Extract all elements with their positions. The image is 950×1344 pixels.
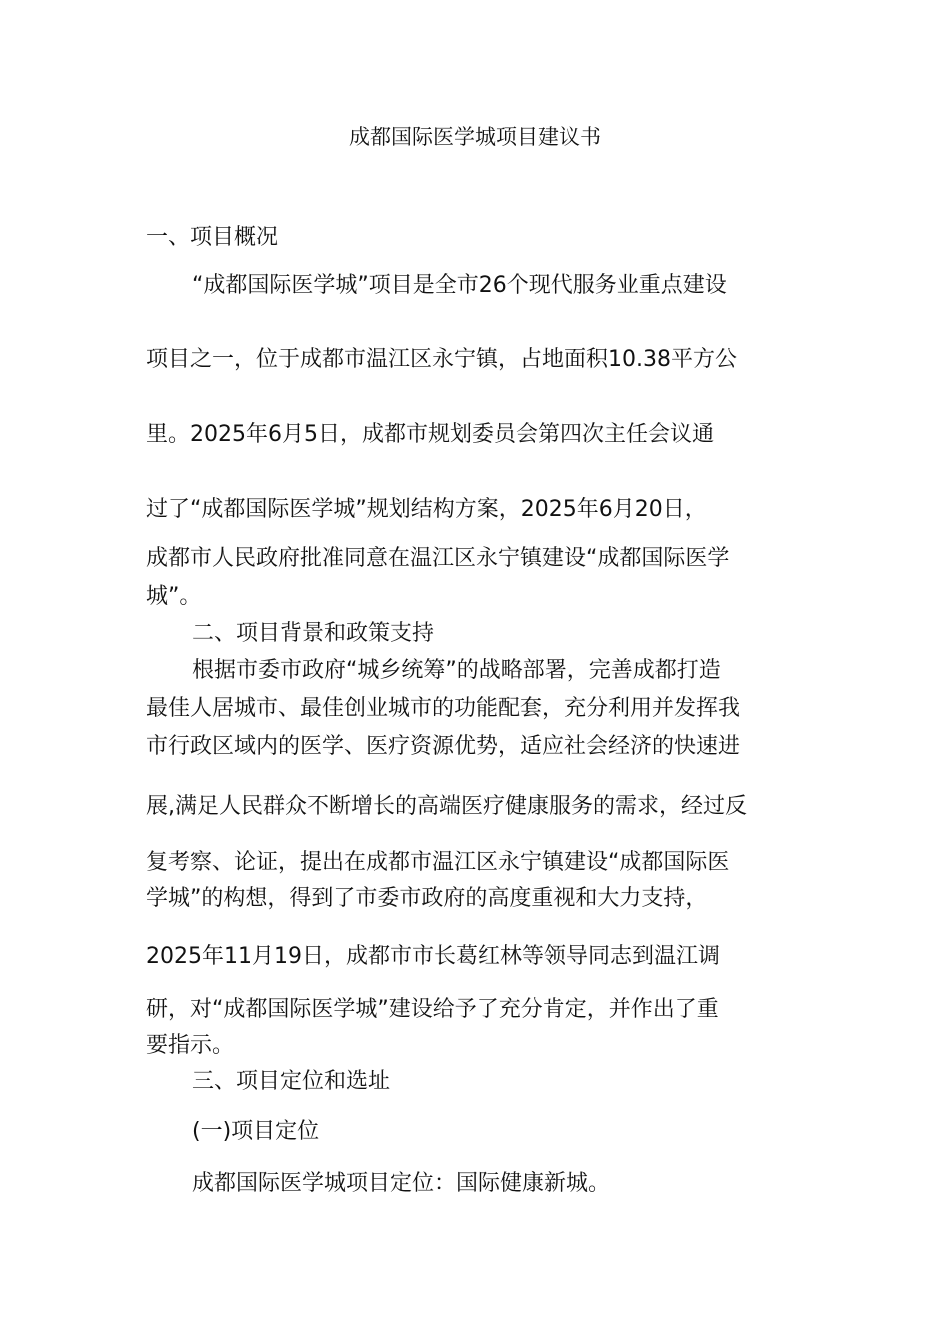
- paragraph-line: 最佳人居城市、最佳创业城市的功能配套，充分利用并发挥我: [146, 696, 741, 721]
- paragraph-line: 研，对“成都国际医学城”建设给予了充分肯定，并作出了重: [146, 997, 719, 1022]
- paragraph-line: 2025年11月19日，成都市市长葛红林等领导同志到温江调: [146, 944, 720, 969]
- paragraph-line: 展,满足人民群众不断增长的高端医疗健康服务的需求，经过反: [146, 794, 747, 819]
- paragraph-line: 里。2025年6月5日，成都市规划委员会第四次主任会议通: [146, 422, 714, 447]
- paragraph-line: 根据市委市政府“城乡统筹”的战略部署，完善成都打造: [192, 658, 721, 683]
- document-title: 成都国际医学城项目建议书: [349, 125, 601, 149]
- paragraph-line: “成都国际医学城”项目是全市26个现代服务业重点建设: [192, 273, 727, 298]
- paragraph-line: 市行政区域内的医学、医疗资源优势，适应社会经济的快速进: [146, 734, 741, 759]
- paragraph-line: 要指示。: [146, 1033, 235, 1058]
- paragraph-line: 过了“成都国际医学城”规划结构方案，2025年6月20日，: [146, 497, 707, 522]
- section-heading-positioning: 三、项目定位和选址: [192, 1069, 391, 1094]
- subsection-heading: (一)项目定位: [192, 1119, 320, 1144]
- paragraph-line: 成都市人民政府批准同意在温江区永宁镇建设“成都国际医学: [146, 546, 730, 571]
- paragraph-line: 成都国际医学城项目定位：国际健康新城。: [192, 1171, 611, 1196]
- paragraph-line: 学城”的构想，得到了市委市政府的高度重视和大力支持，: [146, 886, 708, 911]
- paragraph-line: 复考察、论证，提出在成都市温江区永宁镇建设“成都国际医: [146, 850, 730, 875]
- paragraph-line: 项目之一，位于成都市温江区永宁镇，占地面积10.38平方公: [146, 347, 737, 372]
- paragraph-line: 城”。: [146, 584, 202, 609]
- section-heading-overview: 一、项目概况: [146, 225, 279, 250]
- section-heading-background: 二、项目背景和政策支持: [192, 621, 435, 646]
